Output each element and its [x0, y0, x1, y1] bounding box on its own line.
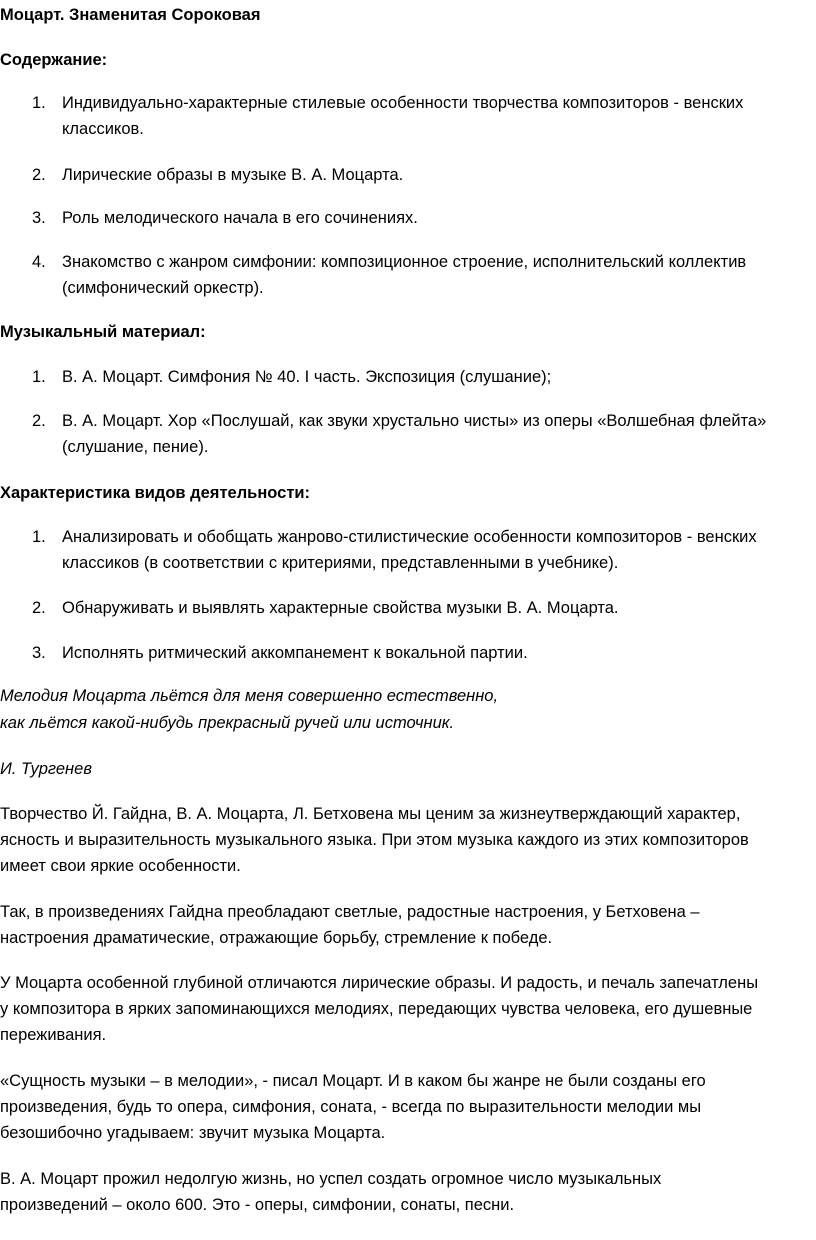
- activities-item-line: Исполнять ритмический аккомпанемент к вокальной партии.: [62, 644, 528, 662]
- paragraph-line: у композитора в ярких запоминающихся мелодиях, передающих чувства человека, его душевные: [0, 1000, 753, 1018]
- paragraph-line: настроения драматические, отражающие борьбу, стремление к победе.: [0, 929, 553, 947]
- paragraph-line: произведения, будь то опера, симфония, соната, - всегда по выразительности мелодии мы: [0, 1098, 702, 1116]
- contents-item-line: классиков.: [62, 120, 144, 138]
- material-item-line: В. А. Моцарт. Хор «Послушай, как звуки хрустально чисты» из оперы «Волшебная флейта»: [62, 412, 767, 430]
- material-item-line: (слушание, пение).: [62, 438, 209, 456]
- paragraph-line: имеет свои яркие особенности.: [0, 857, 241, 875]
- epigraph-line: как льётся какой-нибудь прекрасный ручей или источник.: [0, 714, 455, 732]
- document-title: Моцарт. Знаменитая Сороковая: [0, 6, 261, 24]
- paragraph-line: Так, в произведениях Гайдна преобладают светлые, радостные настроения, у Бетховена –: [0, 903, 700, 921]
- paragraph-line: В. А. Моцарт прожил недолгую жизнь, но успел создать огромное число музыкальных: [0, 1170, 662, 1188]
- paragraph-line: Творчество Й. Гайдна, В. А. Моцарта, Л. Бетховена мы ценим за жизнеутверждающий характер,: [0, 805, 741, 823]
- paragraph-line: произведений – около 600. Это - оперы, симфонии, сонаты, песни.: [0, 1196, 515, 1214]
- contents-item-line: Знакомство с жанром симфонии: композиционное строение, исполнительский коллектив: [62, 253, 747, 271]
- contents-item-line: Лирические образы в музыке В. А. Моцарта.: [62, 166, 404, 184]
- activities-item-number: 2.: [32, 599, 46, 617]
- activities-item-number: 3.: [32, 644, 46, 662]
- contents-item-line: Индивидуально-характерные стилевые особенности творчества композиторов - венских: [62, 94, 744, 112]
- material-item-number: 2.: [32, 412, 46, 430]
- contents-item-number: 2.: [32, 166, 46, 184]
- material-item-line: В. А. Моцарт. Симфония № 40. I часть. Экспозиция (слушание);: [62, 368, 552, 386]
- contents-item-number: 4.: [32, 253, 46, 271]
- paragraph-line: У Моцарта особенной глубиной отличаются лирические образы. И радость, и печаль запечатлены: [0, 974, 759, 992]
- material-heading: Музыкальный материал:: [0, 323, 206, 341]
- contents-item-line: Роль мелодического начала в его сочинениях.: [62, 209, 418, 227]
- epigraph-line: Мелодия Моцарта льётся для меня совершенно естественно,: [0, 687, 499, 705]
- contents-item-number: 3.: [32, 209, 46, 227]
- contents-item-number: 1.: [32, 94, 46, 112]
- paragraph-line: ясность и выразительность музыкального языка. При этом музыка каждого из этих композиторов: [0, 831, 749, 849]
- paragraph-line: переживания.: [0, 1026, 107, 1044]
- activities-item-line: Анализировать и обобщать жанрово-стилистические особенности композиторов - венских: [62, 528, 757, 546]
- contents-item-line: (симфонический оркестр).: [62, 279, 264, 297]
- activities-heading: Характеристика видов деятельности:: [0, 484, 311, 502]
- paragraph-line: безошибочно угадываем: звучит музыка Моцарта.: [0, 1124, 386, 1142]
- activities-item-line: Обнаруживать и выявлять характерные свойства музыки В. А. Моцарта.: [62, 599, 619, 617]
- activities-item-line: классиков (в соответствии с критериями, представленными в учебнике).: [62, 554, 619, 572]
- activities-item-number: 1.: [32, 528, 46, 546]
- contents-heading: Содержание:: [0, 51, 108, 69]
- paragraph-line: «Сущность музыки – в мелодии», - писал Моцарт. И в каком бы жанре не были созданы его: [0, 1072, 706, 1090]
- epigraph-author: И. Тургенев: [0, 760, 92, 778]
- material-item-number: 1.: [32, 368, 46, 386]
